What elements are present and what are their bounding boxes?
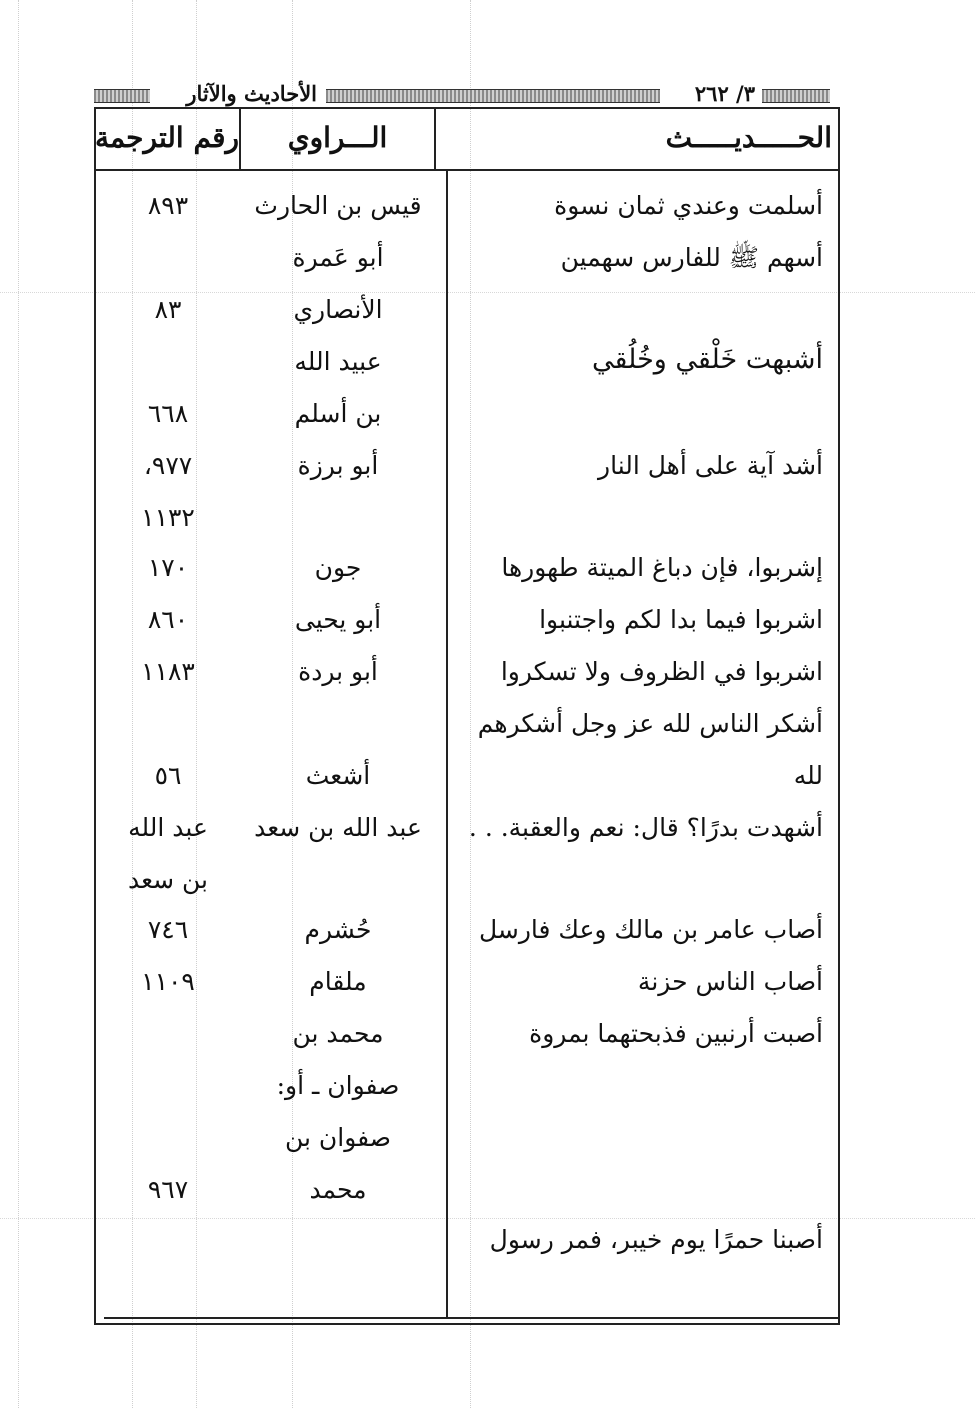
biography-number: ١١٣٢ <box>141 503 195 532</box>
hadith-text: أصاب عامر بن مالك وعك فارسل <box>478 915 823 944</box>
scan-artifact <box>18 0 19 1408</box>
biography-number: بن سعد <box>127 865 209 894</box>
narrator-name: حُشرم <box>304 915 372 944</box>
narrator-name: أبو برزة <box>297 451 379 480</box>
narrator-name: بن أسلم <box>294 399 382 428</box>
narrator-name: صفوان بن <box>284 1123 392 1152</box>
biography-number: ٦٦٨ <box>147 399 189 428</box>
biography-number: عبد الله <box>128 813 208 842</box>
biography-number: ٩٦٧ <box>147 1175 189 1204</box>
hadith-text: اشربوا فيما بدا لكم واجتنبوا <box>539 605 823 634</box>
narrator-name: محمد بن <box>292 1019 384 1048</box>
biography-number: ٥٦ <box>154 761 182 790</box>
biography-number: ١١٠٩ <box>141 967 195 996</box>
narrator-name: الأنصاري <box>293 295 383 324</box>
hadith-text: أصبنا حمرًا يوم خيبر، فمر رسول <box>489 1225 823 1254</box>
hadith-text: إشربوا، فإن دباغ الميتة طهورها <box>501 553 823 582</box>
column-header-hadith: الحـــــديـــــث <box>665 121 832 154</box>
narrator-name: صفوان ـ أو: <box>276 1071 400 1100</box>
biography-number: ١١٨٣ <box>141 657 195 686</box>
biography-number: ٧٤٦ <box>147 915 189 944</box>
biography-number: ٨٣ <box>154 295 182 324</box>
biography-number: ٩٧٧، <box>143 451 193 480</box>
narrator-name: جون <box>314 553 362 582</box>
narrator-name: أبو يحيى <box>294 605 382 634</box>
biography-number: ٨٩٣ <box>147 191 189 220</box>
biography-number: ٨٦٠ <box>147 605 189 634</box>
biography-number: ١٧٠ <box>147 553 189 582</box>
header-ornament-bar <box>326 89 660 103</box>
column-header-narrator: الـــراوي <box>287 121 388 154</box>
narrator-name: أشعث <box>305 761 371 790</box>
narrator-name: ملقام <box>309 967 367 996</box>
column-divider <box>434 107 436 169</box>
narrator-name: عبد الله بن سعد <box>254 813 422 842</box>
bottom-rule <box>104 1317 840 1319</box>
hadith-text: أصبت أرنبين فذبحتهما بمروة <box>529 1019 823 1048</box>
column-divider <box>446 169 448 1317</box>
hadith-text: أشد آية على أهل النار <box>598 451 823 480</box>
narrator-name: أبو بردة <box>298 657 378 686</box>
header-ornament-bar <box>762 89 830 103</box>
narrator-name: قيس بن الحارث <box>254 191 422 220</box>
narrator-name: محمد <box>309 1175 367 1204</box>
header-ornament-bar <box>94 89 150 103</box>
running-title: الأحاديث والآثار <box>186 81 317 106</box>
page-number: ٣/ ٢٦٢ <box>694 81 755 106</box>
narrator-name: عبيد الله <box>294 347 382 376</box>
hadith-text: أصاب الناس حزنة <box>637 967 823 996</box>
hadith-text: اشربوا في الظروف ولا تسكروا <box>500 657 823 686</box>
hadith-text: لله <box>793 761 823 790</box>
narrator-name: أبو عَمرة <box>292 243 384 272</box>
column-header-biography-number: رقم الترجمة <box>94 121 239 154</box>
hadith-text: أسلمت وعندي ثمان نسوة <box>554 191 823 220</box>
hadith-text: أشهدت بدرًا؟ قال: نعم والعقبة. . . <box>468 813 823 842</box>
hadith-text: أسهم ﷺ للفارس سهمين <box>560 243 823 272</box>
header-rule <box>94 169 840 171</box>
hadith-text: أشبهت خَلْقي وخُلُقي <box>591 344 823 375</box>
hadith-text: أشكر الناس لله عز وجل أشكرهم <box>477 709 823 738</box>
